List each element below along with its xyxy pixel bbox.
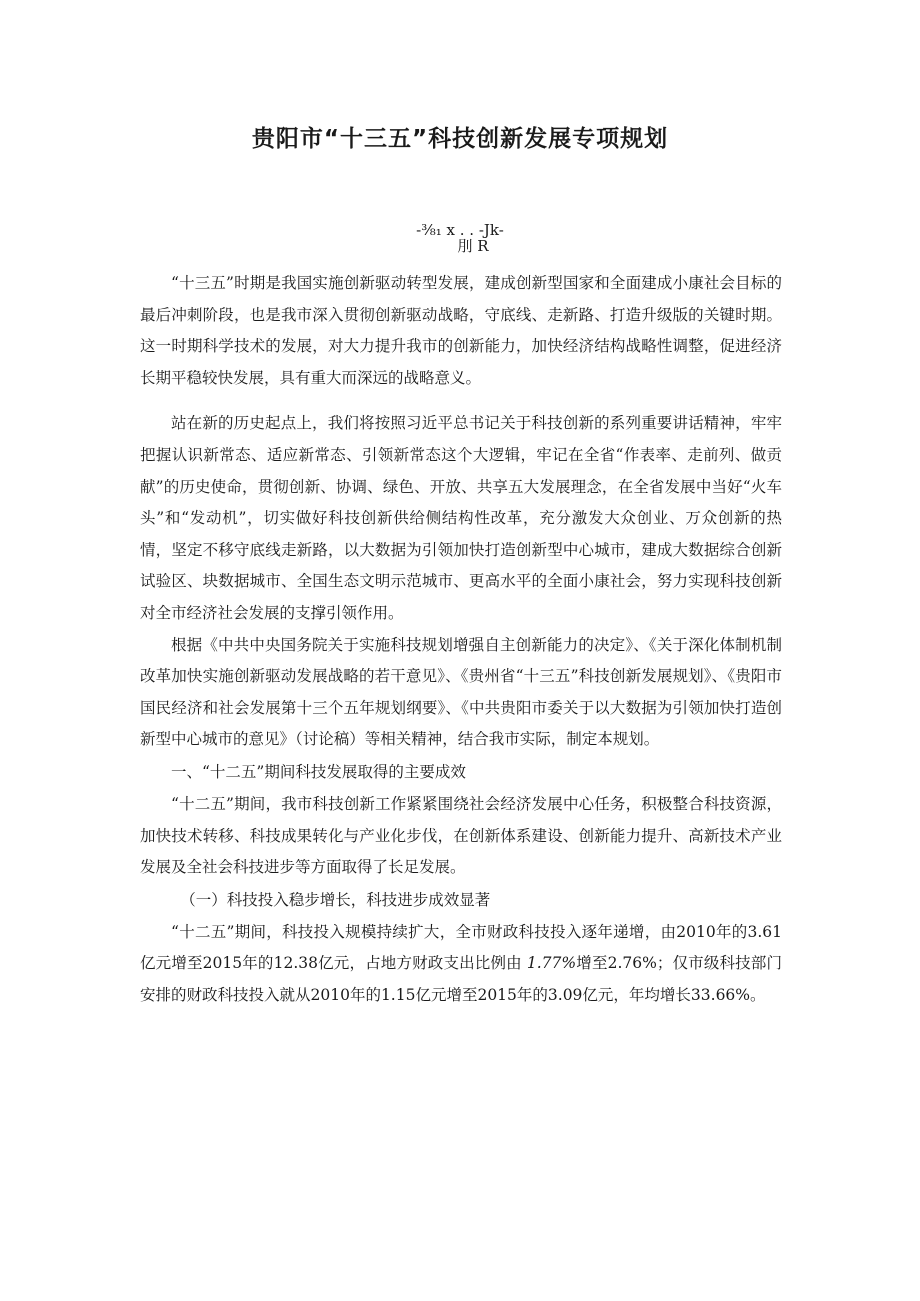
paragraph-basis: 根据《中共中央国务院关于实施科技规划增强自主创新能力的决定》、《关于深化体制机制改革加快实施创新驱动发展战略的若干意见》、《贵州省“十三五”科技创新发展规划》、《贵阳市国民经济和社会发展第十三个五年规划纲要》、《中共贵阳市委关于以大数据为引领加快打造创新型中心城市的意见》（讨论稿）等相关精神，结合我市实际，制定本规划。: [140, 635, 782, 749]
subsection-heading-1: （一）科技投入稳步增长，科技进步成效显著: [180, 890, 491, 909]
paragraph-historical: 站在新的历史起点上，我们将按照习近平总书记关于科技创新的系列重要讲话精神，牢牢把握认识新常态、适应新常态、引领新常态这个大逻辑，牢记在全省“作表率、走前列、做贡献”的历史使命，贯彻创新、协调、绿色、开放、共享五大发展理念，在全省发展中当好“火车头”和“发动机”，切实做好科技创新供给侧结构性改革，充分激发大众创业、万众创新的热情，坚定不移守底线走新路，以大数据为引领加快打造创新型中心城市，建成大数据综合创新试验区、块数据城市、全国生态文明示范城市、更高水平的全面小康社会，努力实现科技创新对全市经济社会发展的支撑引领作用。: [140, 414, 782, 622]
document-title: 贵阳市“十三五”科技创新发展专项规划: [251, 126, 669, 152]
section-heading-1: 一、“十二五”期间科技发展取得的主要成效: [171, 762, 466, 781]
paragraph-intro: “十三五”时期是我国实施创新驱动转型发展，建成创新型国家和全面建成小康社会目标的最后冲刺阶段，也是我市深入贯彻创新驱动战略，守底线、走新路、打造升级版的关键时期。这一时期科学技术的发展，对大力提升我市的创新能力，加快经济结构战略性调整，促进经济长期平稳较快发展，具有重大而深远的战略意义。: [140, 274, 782, 387]
paragraph-subsection-1-part-a: “十二五”期间，科技投入规模持续扩大，全市财政科技投入逐年递增，由2010年的3.61亿元增至2015年的12.38亿元，占地方财政支出比例由: [140, 922, 782, 973]
paragraph-subsection-1: [140, 917, 782, 1012]
garbled-subheading: [0, 222, 920, 254]
document-body: [140, 268, 782, 1011]
paragraph-subsection-1-italic: 1.77%: [521, 954, 577, 973]
paragraph-section-1: “十二五”期间，我市科技创新工作紧紧围绕社会经济发展中心任务，积极整合科技资源，加快技术转移、科技成果转化与产业化步伐，在创新体系建设、创新能力提升、高新技术产业发展及全社会科技进步等方面取得了长足发展。: [140, 794, 782, 877]
garbled-line-2: 刖 R: [457, 237, 489, 255]
paragraph-subsection-1-part-b: 增至2.76%；仅市级科技部门安排的财政科技投入就从2010年的1.15亿元增至2015年的3.09亿元，年均增长33.66%。: [140, 954, 783, 1004]
garbled-line-1: -⅜₁ x . . -Jk-: [416, 221, 504, 239]
